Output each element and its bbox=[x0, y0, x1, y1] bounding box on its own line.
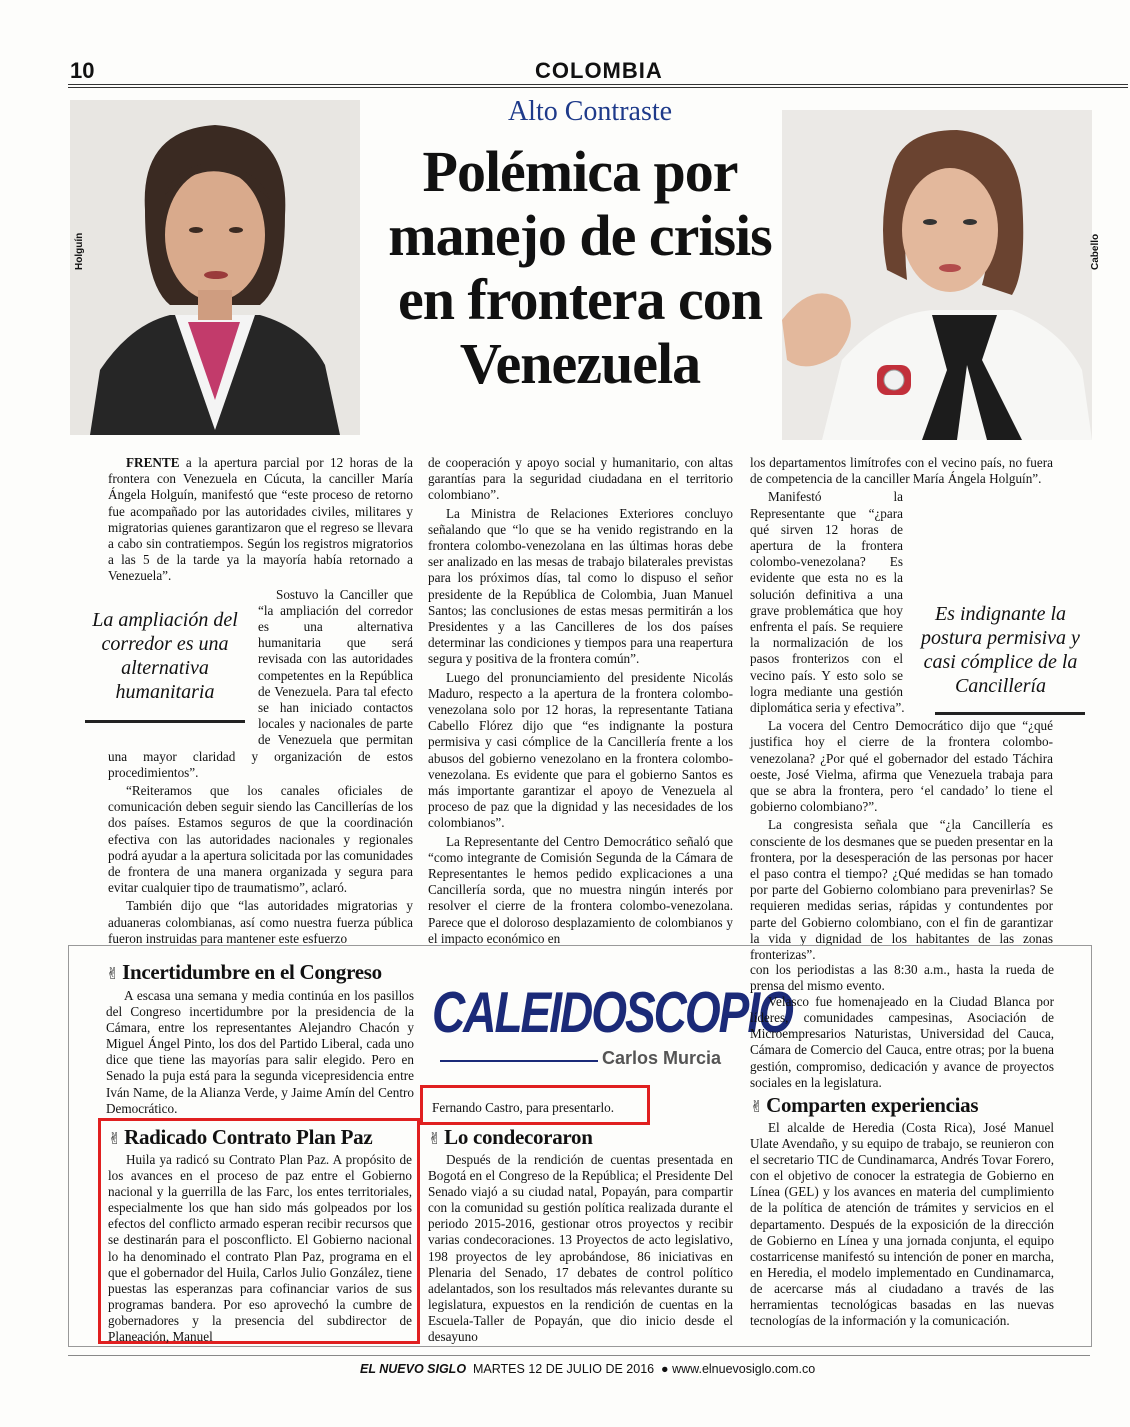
section-condecoraron-body: Después de la rendición de cuentas presentada en Bogotá en el Congreso de la República; el Presidente Del Senado viajó a su ciudad natal, Popayán, para compartir con la comunidad su gestión política realizada durante el periodo 2015-2016, gestionar otros proyectos y recibir varias condecoraciones. 13 Proyectos de acto legislativo, 198 proyectos de ley aprobándose, 86 iniciativas en Plenaria del Senado, 17 debates de control político adelantados, son los resultados más relevantes durante su legislatura, expuestos en la rendición de cuentas en la Escuela-Taller de Popayán, que dio inicio desde el desayuno bbox=[428, 1152, 733, 1345]
bullet-icon: ● bbox=[661, 1362, 669, 1376]
col1-paragraph-3: “Reiteramos que los canales oficiales de comunicación deben seguir siendo las Cancillerías de los dos países. Estamos seguros de que la coordinación efectiva con las autoridades nacionales y regionales podrá ayudar a la apertura solicitada por las comunidades de frontera de una manera organizada y segura para evitar cualquier tipo de traumatismo”, aclaró. bbox=[108, 783, 413, 896]
photo-right-caption: Cabello bbox=[1090, 233, 1101, 270]
article-column-2 bbox=[428, 455, 733, 946]
pullquote-left-rule bbox=[85, 720, 245, 723]
photo-cabello bbox=[782, 110, 1092, 440]
col3-paragraph-2: Manifestó la Representante que “¿para qué sirven 12 horas de apertura de la frontera colombo-venezolana? Es evidente que esta no es la solución definitiva a una grave problemática que hoy enfrenta el país. Se requiere la normalización de los pasos fronterizos con el vecino país. Y esto solo se logra mediante una gestión diplomática seria y efectiva”. bbox=[750, 489, 905, 716]
header-rule-2 bbox=[68, 87, 1128, 88]
section-title: COLOMBIA bbox=[535, 58, 663, 83]
footer-url[interactable]: www.elnuevosiglo.com.co bbox=[672, 1362, 816, 1376]
footer-rule bbox=[68, 1355, 1090, 1356]
section-incertidumbre-title: ✌ Incertidumbre en el Congreso bbox=[106, 960, 382, 984]
column-author: Carlos Murcia bbox=[602, 1048, 722, 1068]
hand-icon: ✌ bbox=[750, 1097, 764, 1116]
hand-icon: ✌ bbox=[428, 1129, 442, 1148]
caleidoscopio-rule bbox=[440, 1060, 598, 1062]
section-plan-paz-continued: Fernando Castro, para presentarlo. bbox=[432, 1100, 614, 1115]
col1-paragraph-1: a la apertura parcial por 12 horas de la frontera con Venezuela en Cúcuta, la canciller María Ángela Holguín, manifestó que “este proceso de retorno fue acompañado por las autoridades civiles, militares y migratorias quienes garantizaron que el regreso se llevara a cabo sin contratiempos. Según los registros migratorios a las 5 de la tarde ya la mayoría había retornado a Venezuela”. bbox=[108, 455, 414, 584]
col2-paragraph-4: La Representante del Centro Democrático señaló que “como integrante de Comisión Segunda de la Cámara de Representantes le hemos pedido explicaciones a una Cancillería sorda, que no muestra ningún interés por resolver el cierre de la frontera colombo-venezolana. Parece que el doloroso desplazamiento de colombianos y el impacto económico en bbox=[428, 833, 733, 946]
section-condecoraron-title: ✌ Lo condecoraron bbox=[428, 1125, 593, 1149]
pullquote-left: La ampliación del corredor es una alternativa humanitaria bbox=[92, 609, 238, 703]
article-headline: Polémica por manejo de crisis en frontera con Venezuela bbox=[388, 139, 772, 396]
photo-holguin bbox=[70, 100, 360, 435]
col3-paragraph-4: La congresista señala que “¿la Cancillería es consciente de los desmanes que se pueden presentar en la frontera, por la desesperación de las personas por hacer el paso contra el tiempo? ¿Qué medidas se han tomado por parte del Gobierno colombiano para prevenirlas? Se requieren medidas serias, rápidas y contundentes por parte del Gobierno colombiano, con el fin de garantizar la vida y dignidad de los habitantes de las zonas fronterizas”. bbox=[750, 817, 1053, 963]
section-plan-paz-body: Huila ya radicó su Contrato Plan Paz. A propósito de los avances en el proceso de paz entre el Gobierno nacional y la guerrilla de las Farc, los entes territoriales, especialmente los que han sido más golpeados por los efectos del conflicto armado esperan recibir recursos que se destinarán para el posconflicto. El Gobierno nacional lo ha denominado el contrato Plan Paz, programa en el que el gobernador del Huila, Carlos Julio González, tiene puestas las esperanzas para cofinanciar varios de sus programas bandera. Por eso aprovechó la cumbre de gobernadores y la presencia del subdirector de Planeación, Manuel bbox=[108, 1152, 412, 1345]
pullquote-right-rule bbox=[935, 712, 1085, 715]
section-incertidumbre-body: A escasa una semana y media continúa en los pasillos del Congreso incertidumbre por la presidencia de la Cámara, entre los representantes Alejandro Chacón y Miguel Ángel Pinto, los dos del Partido Liberal, cada uno dice que tiene las mayorías para salir elegido. Pero en Senado la puja está para la segunda vicepresidencia entre Iván Name, de la Alianza Verde, y Jaime Amín del Centro Democrático. bbox=[106, 988, 414, 1116]
section-condecoraron-continued: con los periodistas a las 8:30 a.m., hasta la rueda de prensa del mismo evento. Velasco fue homenajeado en la Ciudad Blanca por líderes, comunidades campesinas, Asociación de Microempresarios Naturistas, Universidad del Cauca, Cámara de Comercio del Cauca, entre otras; por la buena gestión, compromiso, dedicación y avance de proyectos sociales en la legislatura. bbox=[750, 962, 1054, 1090]
page-number: 10 bbox=[70, 58, 95, 83]
col3-paragraph-1: los departamentos limítrofes con el vecino país, no fuera de competencia de la canciller María Ángela Holguín”. bbox=[750, 455, 1053, 487]
col1-paragraph-4: También dijo que “las autoridades migratorias y aduaneras colombianas, así como nuestra fuerza pública fueron instruidas para mantener este esfuerzo bbox=[108, 898, 413, 946]
pullquote-right: Es indignante la postura permisiva y casi cómplice de la Cancillería bbox=[921, 603, 1080, 697]
lead-word: FRENTE bbox=[126, 455, 180, 470]
section-plan-paz-title: ✌ Radicado Contrato Plan Paz bbox=[108, 1125, 373, 1149]
section-comparten-body: El alcalde de Heredia (Costa Rica), José Manuel Ulate Avendaño, y su equipo de trabajo, se reunieron con el secretario TIC de Cundinamarca, Andrés Tovar Forero, con el objetivo de conocer la estrategia de Gobierno en Línea (GEL) y los avances en materia del cumplimiento de la política de atención de trámites y servicios en el departamento. Después de la exposición de la dirección de Gobierno en Línea y una jornada conjunta, el equipo costarricense manifestó su intención de poner en marcha, en Heredia, el modelo implementado en Cundinamarca, de acercarse más al ciudadano a través de las herramientas tecnológicas basadas en las nuevas tecnologías de la información y la comunicación. bbox=[750, 1120, 1054, 1329]
col1-paragraph-2: Sostuvo la Canciller que “la ampliación del corredor es una alternativa humanitaria que será revisada con las autoridades competentes en la República de Venezuela. Para tal efecto se han iniciado contactos locales y nacionales de parte de Venezuela que permitan una mayor claridad y organización de estos procedimientos”. bbox=[108, 586, 413, 780]
footer bbox=[360, 1362, 815, 1376]
section-comparten-title: ✌ Comparten experiencias bbox=[750, 1093, 979, 1117]
col2-paragraph-1: de cooperación y apoyo social y humanitario, con altas garantías para la seguridad ciudadana en el territorio colombiano”. bbox=[428, 455, 733, 503]
header-rule bbox=[68, 84, 1128, 85]
col3-paragraph-3: La vocera del Centro Democrático dijo que “¿qué justifica hoy el cierre de la frontera colombo-venezolana? ¿Por qué el gobernador del estado Táchira oeste, José Vielma, afirma que Venezuela trabaja para que se abra la frontera, pero ‘el candado’ lo tiene el gobierno colombiano?”. bbox=[750, 718, 1053, 815]
article-kicker: Alto Contraste bbox=[507, 96, 673, 127]
hand-icon: ✌ bbox=[106, 964, 120, 983]
caleidoscopio-logo: CALEIDOSCOPIO bbox=[432, 979, 792, 1045]
col2-paragraph-2: La Ministra de Relaciones Exteriores concluyo señalando que “lo que se ha venido registrando en la frontera colombo-venezolana en las últimas horas debe ser analizado en las mesas de trabajo bilaterales previstas para los próximos días, tal como lo dispuso el señor presidente de la República de Colombia, Juan Manuel Santos; las conclusiones de estas mesas permitirán a los Presidentes y a las Cancilleres de los dos países determinar las condiciones y tiempos para una reapertura segura y positiva de la frontera común”. bbox=[428, 505, 733, 667]
photo-left-caption: Holguín bbox=[74, 232, 85, 270]
col2-paragraph-3: Luego del pronunciamiento del presidente Nicolás Maduro, respecto a la apertura de la frontera colombo-venezolana solo por 12 horas, la representante Tatiana Cabello Flórez dijo que “es indignante la postura permisiva y casi cómplice de la Cancillería frente a los abusos del gobierno venezolano en la frontera colombo-venezolana. Es evidente que para el gobierno Santos es más importante garantizar el apoyo de Venezuela al proceso de paz que la dignidad y las necesidades de los colombianos”. bbox=[428, 669, 733, 831]
hand-icon: ✌ bbox=[108, 1129, 122, 1148]
footer-date: MARTES 12 DE JULIO DE 2016 bbox=[473, 1362, 655, 1376]
footer-logo: EL NUEVO SIGLO bbox=[360, 1362, 467, 1376]
